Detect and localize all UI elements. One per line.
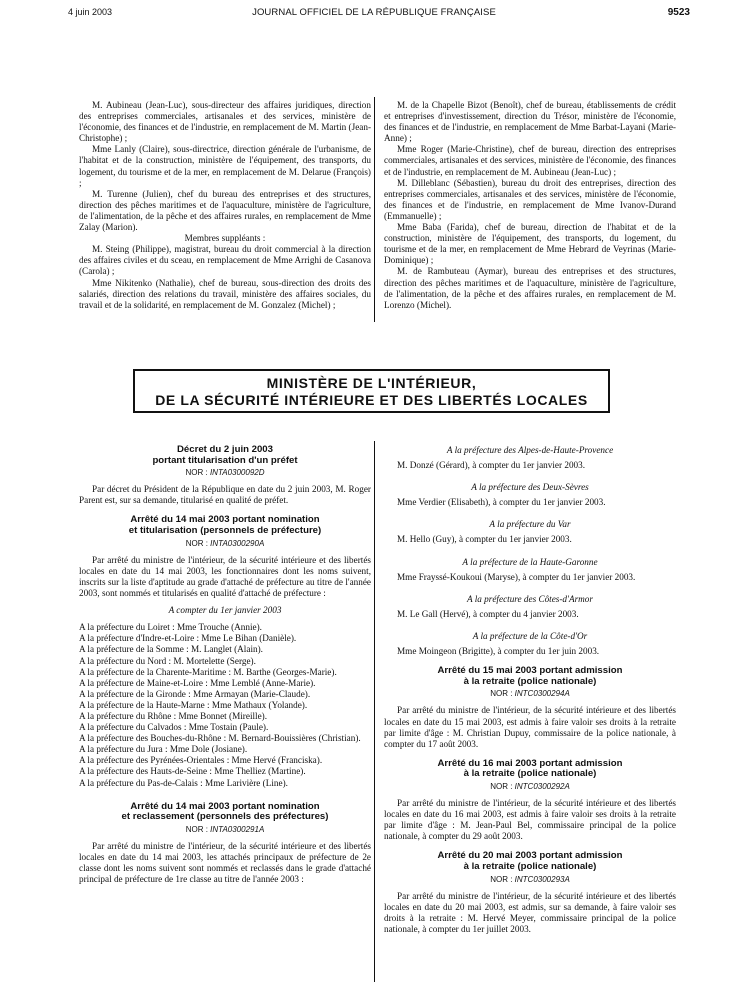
bottom-right-column <box>384 445 676 935</box>
prefecture-entry: Mme Frayssé-Koukoui (Maryse), à compter du 1er janvier 2003. <box>397 571 636 582</box>
nor-reference: NOR : INTC0300292A <box>490 781 570 791</box>
appointment-item: A la préfecture du Rhône : Mme Bonnet (Mireille). <box>79 710 268 721</box>
prefecture-entry: M. Donzé (Gérard), à compter du 1er janvier 2003. <box>397 460 586 471</box>
appointment-item: A la préfecture du Nord : M. Mortelette (Serge). <box>79 655 256 666</box>
paragraph: Par arrêté du ministre de l'intérieur, de la sécurité intérieure et des libertés locales en date du 16 mai 2003, est admis à faire valoir ses droits à la retraite par limite d'âge : M. Jean-Paul Bel, commissaire principal de la police nationale, à compter du 29 août 2003. <box>384 798 676 842</box>
decree-title: Décret du 2 juin 2003 portant titularisation d'un préfet <box>152 444 298 466</box>
prefecture-entry: M. Le Gall (Hervé), à compter du 4 janvier 2003. <box>397 608 579 619</box>
page-header <box>0 0 748 24</box>
appointment-item: A la préfecture de la Gironde : Mme Armayan (Marie-Claude). <box>79 688 311 699</box>
effective-date: A compter du 1er janvier 2003 <box>168 605 282 616</box>
ministry-heading-box <box>133 369 610 413</box>
paragraph: M. Turenne (Julien), chef du bureau des entreprises et des structures, direction des pêches maritimes et de l'aquaculture, ministère de l'agriculture, de l'alimentation, de la pêche et des affaires rurales, en remplacement de Mme Zalay (Marion). <box>79 188 371 233</box>
paragraph: M. Dilleblanc (Sébastien), bureau du droit des entreprises, direction des entreprises commerciales, artisanales et des services, ministère de l'économie, des finances et de l'industrie, en remplacement de Mme Ivanov-Durand (Emmanuelle) ; <box>384 177 676 221</box>
paragraph: M. de la Chapelle Bizot (Benoît), chef de bureau, établissements de crédit et entreprises d'investissement, direction du Trésor, ministère de l'économie, des finances et de l'industrie, en remplacement de Mme Barbat-Layani (Marie-Anne) ; <box>384 100 676 144</box>
journal-title: JOURNAL OFFICIEL DE LA RÉPUBLIQUE FRANÇAISE <box>252 7 496 18</box>
nor-reference: NOR : INTC0300293A <box>490 874 570 884</box>
appointment-item: A la préfecture de la Somme : M. Langlet (Alain). <box>79 644 263 655</box>
paragraph: Mme Lanly (Claire), sous-directrice, direction générale de l'urbanisme, de l'habitat et de la construction, ministère de l'équipement, des transports, du logement, du tourisme et de la mer, en remplacement de M. Delarue (François) ; <box>79 144 371 188</box>
paragraph: Mme Roger (Marie-Christine), chef de bureau, direction des entreprises commerciales, artisanales et des services, ministère de l'économie, des finances et de l'industrie, en remplacement de M. Aubineau (Jean-Luc) ; <box>384 144 676 177</box>
prefecture-heading: A la préfecture des Côtes-d'Armor <box>467 593 593 604</box>
nor-reference: NOR : INTA0300291A <box>185 824 265 834</box>
appointment-item: A la préfecture du Calvados : Mme Tostain (Paule). <box>79 722 269 733</box>
paragraph: Par arrêté du ministre de l'intérieur, de la sécurité intérieure et des libertés locales en date du 14 mai 2003, les attachés principaux de préfecture de 2e classe dont les noms suivent sont nommés et reclassés dans le grade d'attaché principal de préfecture de 1re classe au titre de l'année 2003 : <box>79 840 371 885</box>
paragraph: Par décret du Président de la République en date du 2 juin 2003, M. Roger Parent est, sur sa demande, titularisé en qualité de préfet. <box>79 484 371 506</box>
header-date: 4 juin 2003 <box>68 7 113 17</box>
paragraph: M. Aubineau (Jean-Luc), sous-directeur des affaires juridiques, direction des entreprises commerciales, artisanales et des services, ministère de l'économie, des finances et de l'industrie, en remplacement de M. Martin (Jean-Christophe) ; <box>79 100 371 144</box>
appointment-item: A la préfecture des Hauts-de-Seine : Mme Thelliez (Martine). <box>79 766 306 777</box>
paragraph: M. de Rambuteau (Aymar), bureau des entreprises et des structures, direction des pêches maritimes et de l'aquaculture, ministère de l'agriculture, de l'alimentation, de la pêche et des affaires rurales, en remplacement de M. Lorenzo (Michel). <box>384 266 676 310</box>
column-divider <box>374 97 375 322</box>
prefecture-heading: A la préfecture des Alpes-de-Haute-Provence <box>446 445 614 455</box>
paragraph: Par arrêté du ministre de l'intérieur, de la sécurité intérieure et des libertés locales en date du 20 mai 2003, est admis, sur sa demande, à faire valoir ses droits à la retraite : M. Hervé Meyer, commissaire principal de la police nationale, à compter du 1er juillet 2003. <box>384 890 676 934</box>
appointment-item: A la préfecture de la Charente-Maritime : M. Barthe (Georges-Marie). <box>79 666 337 677</box>
top-right-column <box>384 100 676 311</box>
appointment-item: A la préfecture des Bouches-du-Rhône : M. Bernard-Bouissières (Christian). <box>79 733 361 744</box>
appointment-item: A la préfecture de la Haute-Marne : Mme Mathaux (Yolande). <box>79 699 308 710</box>
subheading: Membres suppléants : <box>184 233 266 244</box>
retirement-title: Arrêté du 15 mai 2003 portant admission à la retraite (police nationale) <box>437 665 623 687</box>
nor-reference: NOR : INTC0300294A <box>490 689 570 699</box>
appointment-item: A la préfecture du Jura : Mme Dole (Josiane). <box>79 744 248 755</box>
column-divider <box>374 441 375 982</box>
appointment-item: A la préfecture d'Indre-et-Loire : Mme Le Bihan (Danièle). <box>79 633 297 644</box>
appointment-list <box>79 622 371 788</box>
paragraph: Par arrêté du ministre de l'intérieur, de la sécurité intérieure et des libertés locales en date du 14 mai 2003, les fonctionnaires dont les noms suivent, inscrits sur la liste d'aptitude au grade d'attaché de préfecture au titre de l'année 2003, sont nommés et titularisés en qualité d'attaché de préfecture : <box>79 554 371 599</box>
paragraph: M. Steing (Philippe), magistrat, bureau du droit commercial à la direction des affaires civiles et du sceau, en remplacement de Mme Arrighi de Casanova (Carola) ; <box>79 244 371 277</box>
top-left-column <box>79 100 371 311</box>
paragraph: Par arrêté du ministre de l'intérieur, de la sécurité intérieure et des libertés locales en date du 15 mai 2003, est admis à faire valoir ses droits à la retraite par limite d'âge : M. Christian Dupuy, commissaire de la police nationale, à compter du 17 août 2003. <box>384 705 676 749</box>
appointment-item: A la préfecture des Pyrénées-Orientales : Mme Hervé (Franciska). <box>79 755 323 766</box>
appointment-item: A la préfecture du Pas-de-Calais : Mme Larivière (Line). <box>79 777 288 788</box>
prefecture-entry: M. Hello (Guy), à compter du 1er janvier 2003. <box>397 534 572 545</box>
prefecture-list <box>384 445 676 657</box>
paragraph: Mme Baba (Farida), chef de bureau, direction de l'habitat et de la construction, ministère de l'équipement, des transports, du logement, du tourisme et de la mer, en remplacement de Mme Hebrard de Veyrinas (Marie-Dominique) ; <box>384 222 676 266</box>
prefecture-heading: A la préfecture de la Haute-Garonne <box>462 556 598 567</box>
page-number: 9523 <box>667 7 690 18</box>
ministry-line-2: DE LA SÉCURITÉ INTÉRIEURE ET DES LIBERTÉS LOCALES <box>155 392 588 408</box>
paragraph: Mme Nikitenko (Nathalie), chef de bureau, sous-direction des droits des salariés, direction des relations du travail, ministère des affaires sociales, du travail et de la solidarité, en remplacement de M. Gonzalez (Michel) ; <box>79 277 371 310</box>
arrete-title: Arrêté du 14 mai 2003 portant nomination et titularisation (personnels de préfecture) <box>128 514 322 537</box>
prefecture-heading: A la préfecture des Deux-Sèvres <box>471 482 589 493</box>
appointment-item: A la préfecture du Loiret : Mme Trouche (Annie). <box>79 622 262 633</box>
prefecture-heading: A la préfecture du Var <box>489 519 571 530</box>
prefecture-entry: Mme Moingeon (Brigitte), à compter du 1er juin 2003. <box>397 646 600 657</box>
ministry-line-1: MINISTÈRE DE L'INTÉRIEUR, <box>266 375 477 391</box>
nor-reference: NOR : INTA0300290A <box>185 538 265 548</box>
retirement-title: Arrêté du 16 mai 2003 portant admission à la retraite (police nationale) <box>437 757 623 780</box>
bottom-left-column <box>79 445 371 885</box>
retirement-title: Arrêté du 20 mai 2003 portant admission à la retraite (police nationale) <box>437 850 623 873</box>
prefecture-entry: Mme Verdier (Elisabeth), à compter du 1er janvier 2003. <box>397 497 606 508</box>
nor-reference: NOR : INTA0300092D <box>185 468 265 478</box>
arrete-title: Arrêté du 14 mai 2003 portant nomination et reclassement (personnels des préfectures) <box>121 800 329 823</box>
prefecture-heading: A la préfecture de la Côte-d'Or <box>472 630 588 641</box>
appointment-item: A la préfecture de Maine-et-Loire : Mme Lemblé (Anne-Marie). <box>79 677 316 688</box>
